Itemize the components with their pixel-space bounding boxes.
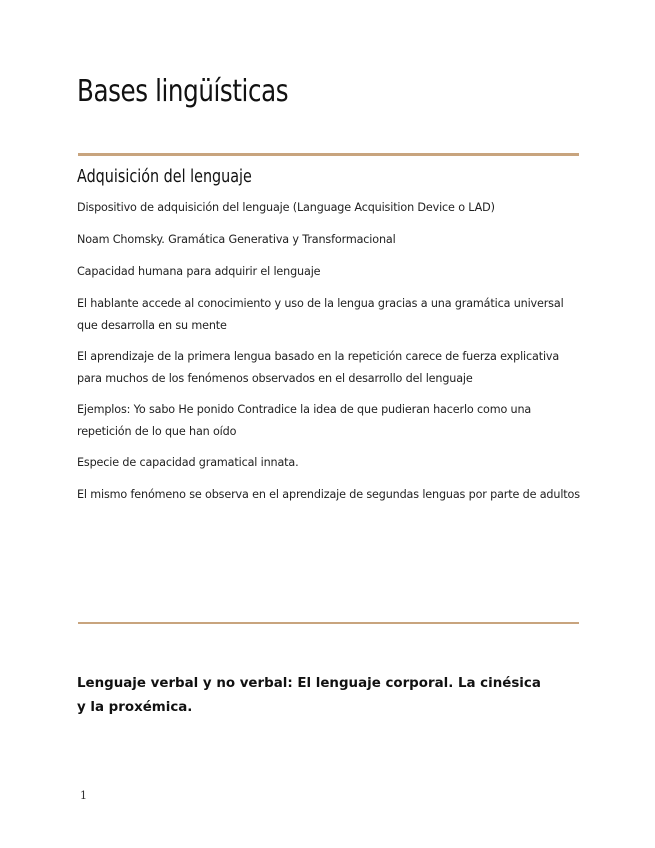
section-divider-top <box>78 153 579 156</box>
page-number: 1 <box>80 789 87 802</box>
document-title: Bases lingüísticas <box>77 74 289 109</box>
paragraph: Ejemplos: Yo sabo He ponido Contradice la idea de que pudieran hacerlo como una repetición de lo que han oído <box>77 403 532 438</box>
paragraph: Dispositivo de adquisición del lenguaje (Language Acquisition Device o LAD) <box>77 201 495 214</box>
section-heading: Adquisición del lenguaje <box>77 167 252 187</box>
section-divider-bottom <box>78 622 579 624</box>
next-section-heading: Lenguaje verbal y no verbal: El lenguaje corporal. La cinésica y la proxémica. <box>77 676 541 715</box>
paragraph: El aprendizaje de la primera lengua basado en la repetición carece de fuerza explicativa para muchos de los fenómenos observados en el desarrollo del lenguaje <box>77 350 560 385</box>
paragraph: Noam Chomsky. Gramática Generativa y Transformacional <box>77 233 396 246</box>
paragraph: Capacidad humana para adquirir el lenguaje <box>77 265 321 278</box>
paragraph: El mismo fenómeno se observa en el aprendizaje de segundas lenguas por parte de adultos <box>77 488 580 501</box>
paragraph: Especie de capacidad gramatical innata. <box>77 456 299 469</box>
paragraph: El hablante accede al conocimiento y uso de la lengua gracias a una gramática universal que desarrolla en su mente <box>77 297 564 332</box>
